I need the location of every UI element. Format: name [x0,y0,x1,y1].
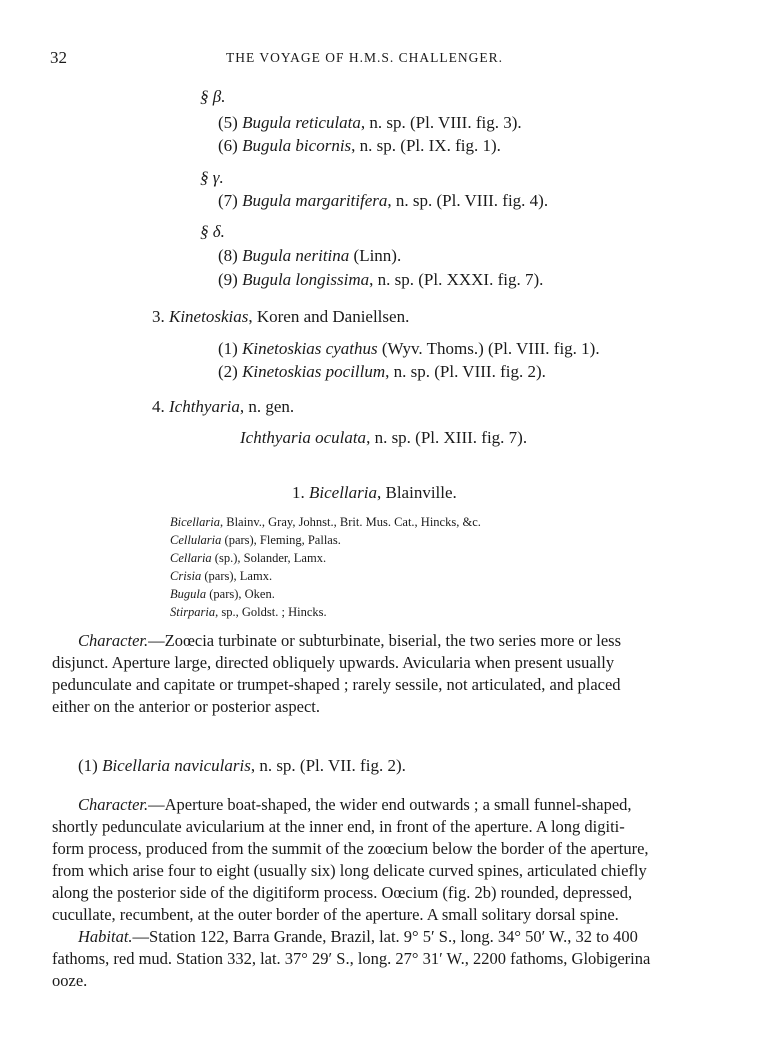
genus-character-paragraph: Character.—Zoœcia turbinate or subturbinate, biserial, the two series more or less disjunct. Aperture large, directed obliquely upwards. Avicularia when present usually pedunculate and capitate or trumpet-shaped ; rarely sessile, not articulated, and placed either on the anterior or posterior aspect. [52,631,621,716]
genus-name: Kinetoskias [169,307,249,326]
species-name: Bugula neritina [242,246,350,265]
species-name: Bugula reticulata [242,113,361,132]
synonym-line: Cellularia (pars), Fleming, Pallas. [170,533,341,547]
species-name: Bugula bicornis [242,136,352,155]
species-name: Kinetoskias pocillum [242,362,386,381]
species-line: Ichthyaria oculata, n. sp. (Pl. XIII. fig. 7). [240,428,528,447]
species-name: Bicellaria navicularis [102,756,251,775]
synonym-line: Stirparia, sp., Goldst. ; Hincks. [170,605,327,619]
species-name: Ichthyaria oculata [240,428,367,447]
synonym-line: Cellaria (sp.), Solander, Lamx. [170,551,327,565]
species-line: (8) Bugula neritina (Linn). [218,246,402,265]
species-character-paragraph: Character.—Aperture boat-shaped, the wider end outwards ; a small funnel-shaped, shortly pedunculate avicularium at the inner end, in front of the aperture. A long digiti- form process, produced from the summit of the zoœcium below the border of the aperture, from which arise four to eight (usually six) long delicate curved spines, articulated chiefly along the posterior side of the digitiform process. Oœcium (fig. 2b) rounded, depressed, cucullate, recumbent, at the outer border of the aperture. A small solitary dorsal spine. [52,795,649,924]
species-line: (2) Kinetoskias pocillum, n. sp. (Pl. VIII. fig. 2). [218,362,546,381]
running-header [0,48,776,68]
species-name: Bugula longissima [242,270,370,289]
species-line: (6) Bugula bicornis, n. sp. (Pl. IX. fig. 1). [218,136,501,155]
page-number: 32 [50,48,67,67]
habitat-paragraph: Habitat.—Station 122, Barra Grande, Brazil, lat. 9° 5′ S., long. 34° 50′ W., 32 to 400 fathoms, red mud. Station 332, lat. 37° 29′ S., long. 27° 31′ W., 2200 fathoms, Globigerina ooze. [52,927,651,990]
habitat-label: Habitat. [78,927,133,946]
genus-line: 4. Ichthyaria, n. gen. [152,397,295,416]
species-line: (1) Kinetoskias cyathus (Wyv. Thoms.) (Pl. VIII. fig. 1). [218,339,600,358]
species-line: (9) Bugula longissima, n. sp. (Pl. XXXI. fig. 7). [218,270,544,289]
section-delta: § δ. [200,222,225,241]
section-beta: § β. [200,87,226,106]
species-name: Kinetoskias cyathus [242,339,378,358]
section-gamma: § γ. [200,168,224,187]
species-entry: (1) Bicellaria navicularis, n. sp. (Pl. VII. fig. 2). [78,756,406,775]
genus-name: Ichthyaria [169,397,240,416]
species-name: Bugula margaritifera [242,191,388,210]
character-label: Character. [78,631,149,650]
synonym-line: Bugula (pars), Oken. [170,587,275,601]
genus-line: 3. Kinetoskias, Koren and Daniellsen. [152,307,410,326]
section-heading: 1. Bicellaria, Blainville. [292,483,457,502]
species-line: (5) Bugula reticulata, n. sp. (Pl. VIII. fig. 3). [218,113,522,132]
character-label: Character. [78,795,149,814]
genus-name: Bicellaria [309,483,377,502]
species-line: (7) Bugula margaritifera, n. sp. (Pl. VIII. fig. 4). [218,191,549,210]
running-title: THE VOYAGE OF H.M.S. CHALLENGER. [226,50,504,65]
synonym-line: Bicellaria, Blainv., Gray, Johnst., Brit. Mus. Cat., Hincks, &c. [170,515,481,529]
synonym-line: Crisia (pars), Lamx. [170,569,273,583]
